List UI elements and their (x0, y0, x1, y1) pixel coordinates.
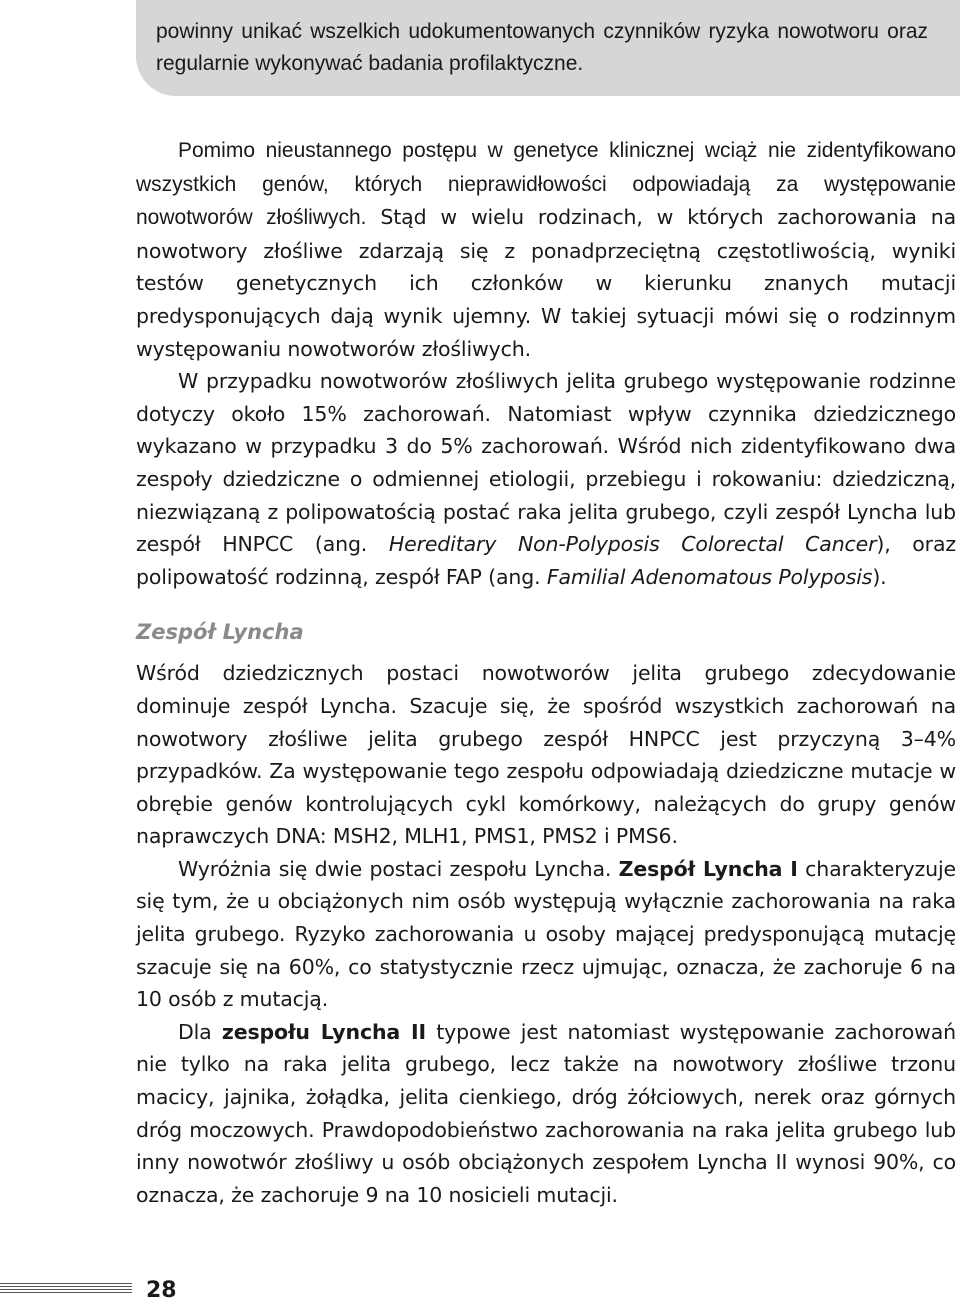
callout-text: powinny unikać wszelkich udokumentowanych czynników ryzyka nowotworu oraz regularnie wykonywać badania profilaktyczne. (156, 20, 928, 75)
paragraph-lynch-types (136, 853, 956, 1016)
footer-rule-lines (0, 1283, 132, 1295)
section-heading-lynch: Zespół Lyncha (136, 620, 304, 645)
paragraph-lynch-ii-b: typowe jest natomiast występowanie zachorowań nie tylko na raka jelita grubego, lecz także na nowotwory złośliwe trzonu macicy, jajnika, żołądka, jelita cienkiego, dróg żółciowych, nerek oraz górnych dróg moczowych. Prawdopodobieństwo zachorowania na raka jelita grubego lub inny nowotwór złośliwy u osób obciążonych zespołem Lyncha II wynosi 90%, co oznacza, że zachoruje 9 na 10 nosicieli mutacji. (136, 1019, 956, 1207)
page-number: 28 (146, 1278, 177, 1303)
paragraph-lynch-types-b: charakteryzuje się tym, że u obciążonych nim osób występują wyłącznie zachorowania na raka jelita grubego. Ryzyko zachorowania u osoby mającej predysponującą mutację szacuje się na 60%, co statystycznie rzecz ujmując, oznacza, że zachoruje 6 na 10 osób z mutacją. (136, 856, 956, 1012)
paragraph-colorectal-hnpcc-term: Hereditary Non-Polyposis Colorectal Cancer (388, 532, 877, 557)
paragraph-colorectal-text-a: W przypadku nowotworów złośliwych jelita grubego występowanie rodzinne dotyczy około 15% zachorowań. Natomiast wpływ czynnika dziedzicznego wykazano w przypadku 3 do 5% zachorowań. Wśród nich zidentyfikowano dwa zespoły dziedziczne o odmiennej etiologii, przebiegu i rokowaniu: dziedziczną, niezwiązaną z polipowatością postać raka jelita grubego, czyli zespół Lyncha lub zespół HNPCC (ang. (136, 369, 956, 557)
paragraph-genetics-sans-part: Pomimo nieustannego postępu w genetyce klinicznej wciąż nie zidentyfikowano wszystkich genów, których nieprawidłowości odpowiadają za występowanie nowotworów złośliwych. (136, 139, 956, 230)
lynch-ii-term: zespołu Lyncha II (221, 1019, 426, 1044)
paragraph-colorectal-text-b: ), oraz polipowatość rodzinną, zespół FAP (ang. (136, 532, 956, 589)
paragraph-genetics (136, 134, 956, 365)
paragraph-colorectal-fap-term: Familial Adenomatous Polyposis (546, 564, 873, 589)
paragraph-lynch-ii (136, 1016, 956, 1212)
paragraph-lynch-ii-a: Dla (178, 1019, 222, 1044)
paragraph-genetics-rest: Stąd w wielu rodzinach, w których zachorowania na nowotwory złośliwe zdarzają się z ponadprzeciętną częstotliwością, wyniki testów genetycznych ich członków w kierunku znanych mutacji predysponujących dają wynik ujemny. W takiej sytuacji mówi się o rodzinnym występowaniu nowotworów złośliwych. (136, 205, 956, 361)
main-text-column (136, 134, 956, 1211)
lynch-i-term: Zespół Lyncha I (618, 856, 798, 881)
paragraph-lynch-types-a: Wyróżnia się dwie postaci zespołu Lyncha. (178, 856, 619, 881)
paragraph-colorectal-familial (136, 365, 956, 593)
paragraph-colorectal-text-c: ). (872, 564, 887, 589)
paragraph-lynch-intro: Wśród dziedzicznych postaci nowotworów jelita grubego zdecydowanie dominuje zespół Lyncha. Szacuje się, że spośród wszystkich zachorowań na nowotwory złośliwe jelita grubego zespół HNPCC jest przyczyną 3–4% przypadków. Za występowanie tego zespołu odpowiadają dziedziczne mutacje w obrębie genów kontrolujących cykl komórkowy, należących do grupy genów naprawczych DNA: MSH2, MLH1, PMS1, PMS2 i PMS6. (136, 661, 956, 849)
